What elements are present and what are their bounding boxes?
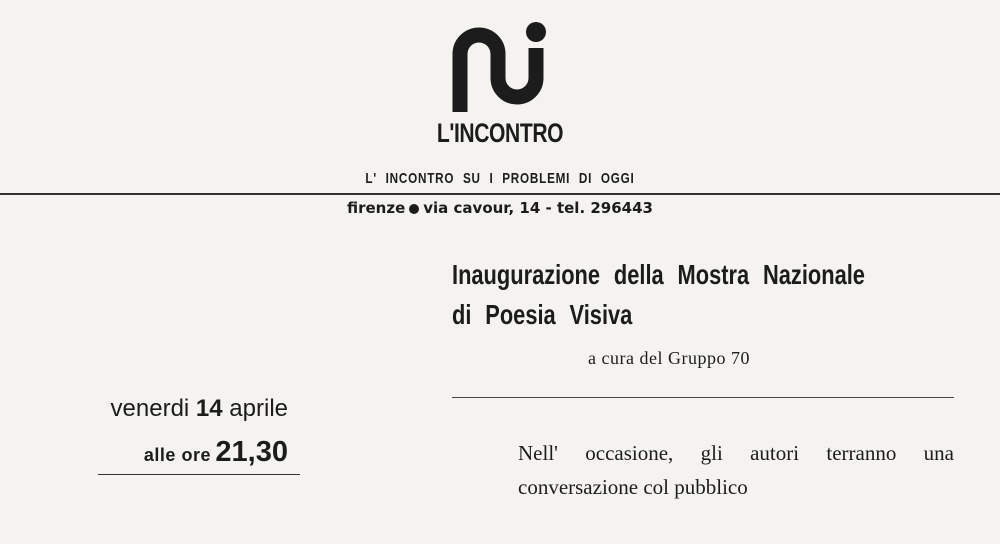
date-divider xyxy=(98,474,300,475)
event-time-value: 21,30 xyxy=(215,436,288,468)
curator-line: a cura del Gruppo 70 xyxy=(588,348,750,368)
lincontro-logo xyxy=(452,20,548,114)
event-time xyxy=(60,436,288,469)
occasion-note: Nell' occasione, gli autori terranno una conversazione col pubblico xyxy=(518,441,954,499)
event-month: aprile xyxy=(229,395,288,422)
event-day: 14 xyxy=(195,395,223,422)
event-date xyxy=(60,395,288,423)
bullet-icon xyxy=(409,204,419,214)
header-divider xyxy=(0,193,1000,195)
organization-name: L'INCONTRO xyxy=(436,118,564,148)
title-line-1: Inaugurazione della Mostra Nazionale xyxy=(452,259,865,290)
address-street-phone: via cavour, 14 - tel. 296443 xyxy=(423,199,653,217)
section-divider xyxy=(452,397,954,398)
event-weekday: venerdi xyxy=(110,395,190,422)
exhibition-title xyxy=(452,255,951,335)
address-line xyxy=(250,199,750,217)
title-line-2: di Poesia Visiva xyxy=(452,299,633,330)
address-city: firenze xyxy=(346,199,406,217)
tagline: L' INCONTRO SU I PROBLEMI DI OGGI xyxy=(365,170,635,187)
event-time-prefix: alle ore xyxy=(143,445,211,465)
